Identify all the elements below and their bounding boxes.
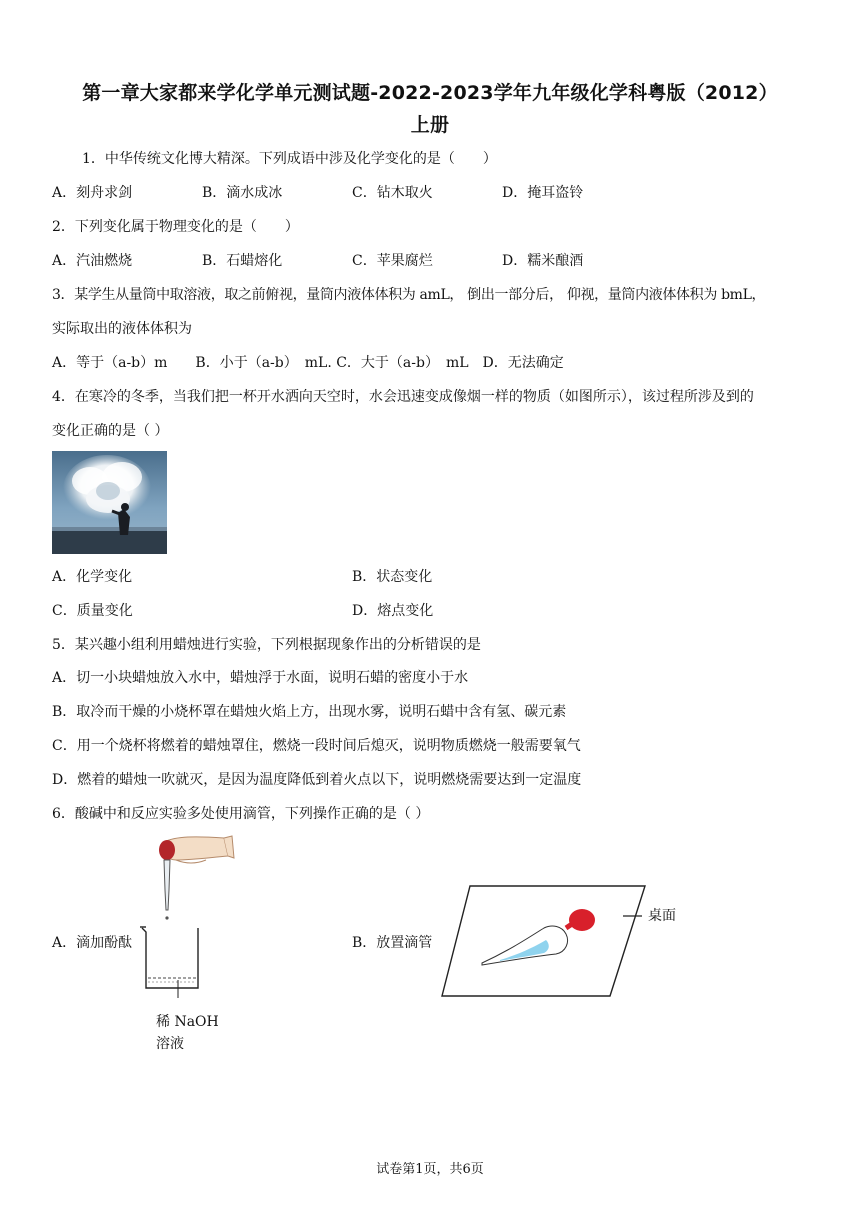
question-1-option-a: A．刻舟求剑 <box>52 185 133 201</box>
question-1-option-b: B．滴水成冰 <box>202 185 283 201</box>
question-2-option-d: D．糯米酿酒 <box>502 253 584 269</box>
question-4-stem-line2: 变化正确的是（ ） <box>52 423 169 439</box>
question-3-stem-line2: 实际取出的液体体积为 <box>52 321 192 337</box>
question-5-option-a: A．切一小块蜡烛放入水中，蜡烛浮于水面，说明石蜡的密度小于水 <box>52 670 469 686</box>
question-4-option-d: D．熔点变化 <box>352 603 434 619</box>
question-2-option-c: C．苹果腐烂 <box>352 253 433 269</box>
question-5-option-b: B．取冷而干燥的小烧杯罩在蜡烛火焰上方，出现水雾，说明石蜡中含有氢、碳元素 <box>52 704 567 720</box>
question-2-option-a: A．汽油燃烧 <box>52 253 133 269</box>
page-footer: 试卷第1页，共6页 <box>376 1162 484 1177</box>
question-5-option-d: D．燃着的蜡烛一吹就灭，是因为温度降低到着火点以下，说明燃烧需要达到一定温度 <box>52 772 582 788</box>
page-title-line1: 第一章大家都来学化学单元测试题-2022-2023学年九年级化学科粤版（2012） <box>82 82 778 104</box>
question-4-option-b: B．状态变化 <box>352 569 433 585</box>
dropper-on-table-figure <box>440 880 690 1002</box>
question-6-option-b: B．放置滴管 <box>352 935 433 951</box>
question-2-option-b: B．石蜡熔化 <box>202 253 283 269</box>
dropper-beaker-figure <box>136 830 236 1000</box>
question-1-option-d: D．掩耳盗铃 <box>502 185 584 201</box>
question-3-stem-line1: 3．某学生从量筒中取溶液，取之前俯视，量筒内液体体积为 amL， 倒出一部分后， 仰视，量筒内液体体积为 bmL， <box>52 287 766 303</box>
question-5-option-c: C．用一个烧杯将燃着的蜡烛罩住，燃烧一段时间后熄灭，说明物质燃烧一般需要氧气 <box>52 738 581 754</box>
question-2-stem: 2．下列变化属于物理变化的是（ ） <box>52 219 299 235</box>
question-1-stem: 1．中华传统文化博大精深。下列成语中涉及化学变化的是（ ） <box>82 151 497 167</box>
page-title-line2: 上册 <box>410 114 450 136</box>
table-label: 桌面 <box>648 908 676 924</box>
question-4-photo <box>52 451 167 554</box>
naoh-label-line2: 溶液 <box>156 1036 184 1052</box>
question-6-option-a: A．滴加酚酞 <box>52 935 133 951</box>
question-1-option-c: C．钻木取火 <box>352 185 433 201</box>
question-4-option-a: A．化学变化 <box>52 569 133 585</box>
naoh-label-line1: 稀 NaOH <box>156 1014 219 1030</box>
question-4-option-c: C．质量变化 <box>52 603 133 619</box>
question-6-stem: 6．酸碱中和反应实验多处使用滴管，下列操作正确的是（ ） <box>52 806 430 822</box>
question-3-options: A．等于（a-b）m B．小于（a-b） mL. C．大于（a-b） mL D．无法确定 <box>52 355 564 371</box>
question-5-stem: 5．某兴趣小组利用蜡烛进行实验，下列根据现象作出的分析错误的是 <box>52 637 481 653</box>
question-4-stem-line1: 4．在寒冷的冬季，当我们把一杯开水洒向天空时，水会迅速变成像烟一样的物质（如图所示），该过程所涉及到的 <box>52 389 754 405</box>
